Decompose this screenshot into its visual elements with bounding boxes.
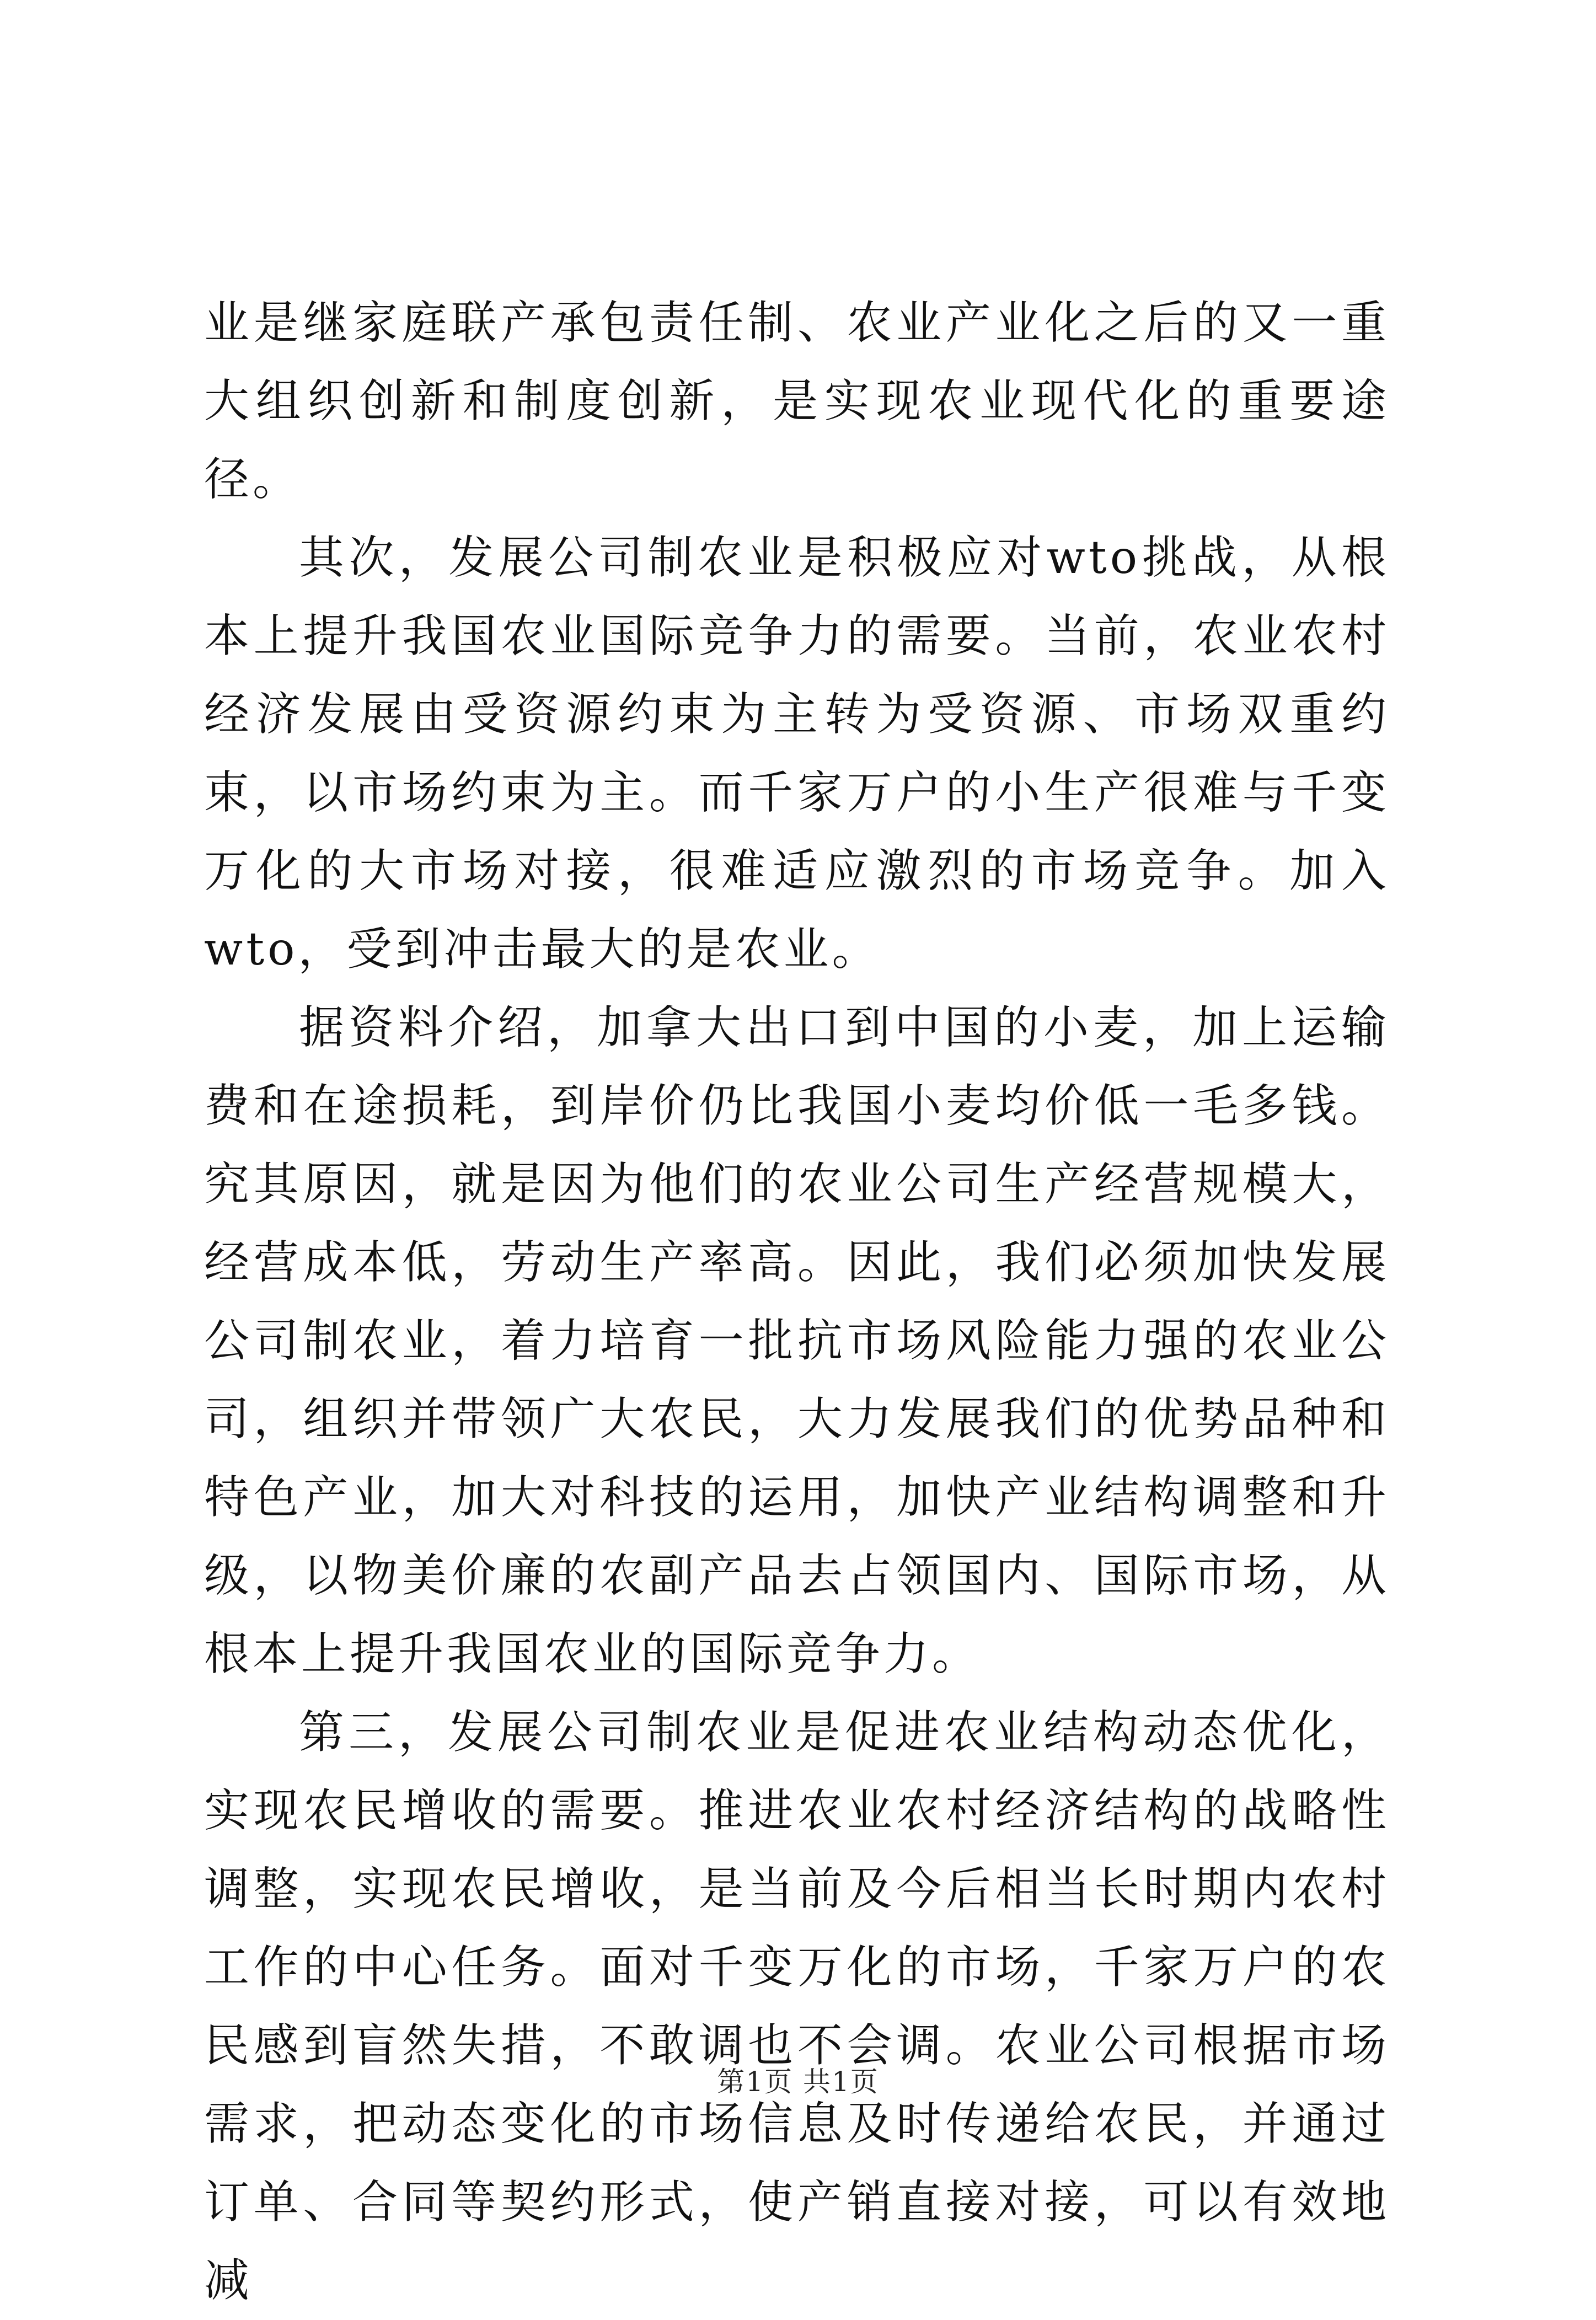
paragraph-1: 业是继家庭联产承包责任制、农业产业化之后的又一重大组织创新和制度创新，是实现农业现代化的重要途径。 (204, 297, 1390, 506)
page-footer: 第1页 共1页 (717, 2066, 879, 2098)
paragraph-4: 第三，发展公司制农业是促进农业结构动态优化，实现农民增收的需要。推进农业农村经济结构的战略性调整，实现农民增收，是当前及今后相当长时期内农村工作的中心任务。面对千变万化的市场，千家万户的农民感到盲然失措，不敢调也不会调。农业公司根据市场需求，把动态变化的市场信息及时传递给农民，并通过订单、合同等契约形式，使产销直接对接，可以有效地减 (204, 1706, 1390, 2307)
document-body (204, 284, 1390, 2320)
paragraph-2: 其次，发展公司制农业是积极应对wto挑战，从根本上提升我国农业国际竞争力的需要。当前，农业农村经济发展由受资源约束为主转为受资源、市场双重约束，以市场约束为主。而千家万户的小生产很难与千变万化的大市场对接，很难适应激烈的市场竞争。加入wto，受到冲击最大的是农业。 (204, 532, 1390, 976)
paragraph-3: 据资料介绍，加拿大出口到中国的小麦，加上运输费和在途损耗，到岸价仍比我国小麦均价低一毛多钱。究其原因，就是因为他们的农业公司生产经营规模大，经营成本低，劳动生产率高。因此，我们必须加快发展公司制农业，着力培育一批抗市场风险能力强的农业公司，组织并带领广大农民，大力发展我们的优势品种和特色产业，加大对科技的运用，加快产业结构调整和升级，以物美价廉的农副产品去占领国内、国际市场，从根本上提升我国农业的国际竞争力。 (204, 1001, 1390, 1680)
